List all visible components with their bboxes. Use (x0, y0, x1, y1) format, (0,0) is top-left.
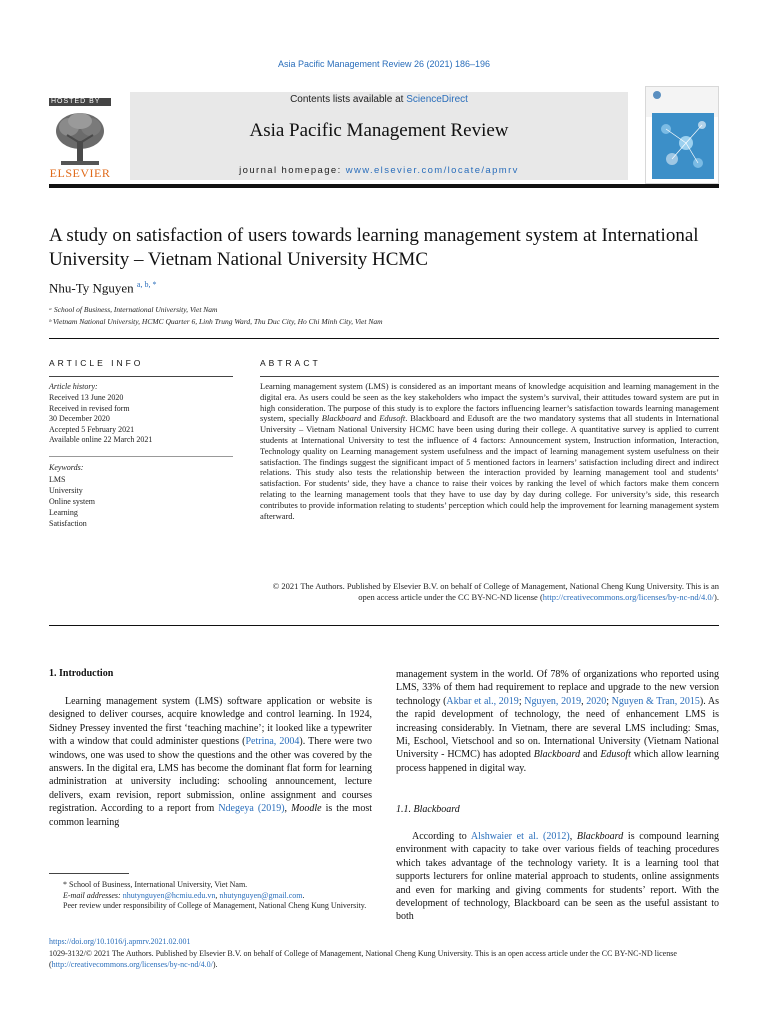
article-info-rule (49, 376, 233, 377)
cover-artwork (652, 113, 714, 179)
text: which allow learning process happened in digital way. (396, 749, 719, 774)
keyword-item: Online system (49, 497, 95, 506)
text: ; (606, 695, 612, 707)
history-item: Available online 22 March 2021 (49, 435, 153, 444)
citation-link[interactable]: 2020 (586, 695, 607, 707)
contents-line (130, 94, 628, 105)
text: , (569, 831, 577, 842)
hosted-by-label: HOSTED BY (49, 98, 111, 106)
text: is the most common learning (49, 803, 372, 828)
keywords-rule (49, 456, 233, 457)
emphasis: Blackboard (576, 831, 624, 842)
homepage-link[interactable]: www.elsevier.com/locate/apmrv (345, 165, 519, 176)
emphasis: Edusoft (600, 749, 631, 761)
abstract-part: Learning management system (LMS) is considered as an important means of knowledge acquisition and learning management in the digital era. As users could be seen as the key stakeholders who impact the system’s survival, their attitudes toward system are put in high consideration. The purpose of this study is to explore the factors influencing learner’s satisfaction towards learning management system, specially (260, 381, 719, 424)
citation-link[interactable]: Nguyen, 2019 (524, 695, 582, 707)
peer-review-note: Peer review under responsibility of College of Management, National Cheng Kung University. (63, 901, 367, 910)
cover-logo-icon (650, 90, 664, 100)
text: , (215, 890, 220, 900)
email-link[interactable]: nhutynguyen@hcmiu.edu.vn (122, 890, 216, 900)
journal-homepage (130, 165, 628, 176)
email-link[interactable]: nhutynguyen@gmail.com (219, 890, 303, 900)
text: Learning management system (LMS) software application or website is designed to deliver courses, acquire knowledge and control learning. In 1924, Sidney Pressey invented the first ‘teaching machine’; it looked like a typewriter with a window that could administer questions ( (49, 696, 372, 748)
author-name: Nhu-Ty Nguyen (49, 280, 134, 296)
citation-link[interactable]: Nguyen & Tran, 2015 (611, 695, 700, 707)
text: management system in the world. Of 78% of organizations who reported using LMS, 33% of them had requirement to replace and upgrade to the new version technology ( (396, 669, 719, 707)
footnotes (49, 880, 372, 912)
text: ). There were two windows, one was used to show the questions and the other was covered by the answers. In the digital era, LMS has become the dominant flat form for learning administration at university including: schooling announcement, lecture delivers, exam revision, report submission, online assignment and courses registration. According to a report from (49, 736, 372, 815)
history-item: Received 13 June 2020 (49, 393, 124, 402)
text: is compound learning environment with capacity to take over various fields of teaching procedures which takes advantage of the technology variety. It is a learning tool that supports lecturers for online material approach to students, online assignments and even for marking and giving comments for students’ report. With the development of technology, Blackboard can be seen as the useful assistant to both (396, 831, 719, 923)
elsevier-tree-icon (49, 107, 111, 167)
journal-header (130, 92, 628, 180)
abstract-emphasis: Edusoft (379, 413, 406, 424)
author-line (49, 280, 156, 296)
abstract-rule (260, 376, 719, 377)
affiliation-b: ᵇ Vietnam National University, HCMC Quarter 6, Linh Trung Ward, Thu Duc City, Ho Chi Minh City, Viet Nam (49, 317, 383, 326)
elsevier-wordmark: ELSEVIER (49, 166, 111, 180)
article-info-heading: ARTICLE INFO (49, 358, 144, 368)
journal-cover-thumbnail[interactable] (645, 86, 719, 184)
affiliation-a: ᵃ School of Business, International University, Viet Nam (49, 305, 218, 314)
text: ). As the rapid development of technology, the need of enhancement LMS is increasing considerably. In Vietnam, there are several LMS including: Smas, Mi, Eschool, Vietschool and so on. International University (Vietnam National University - HCMC) has adopted (396, 695, 719, 761)
author-affiliation-marks[interactable]: a, b, * (136, 280, 157, 289)
history-item: Accepted 5 February 2021 (49, 424, 135, 434)
keywords-label: Keywords: (49, 463, 84, 472)
abstract-body (260, 381, 719, 521)
keywords-list (49, 474, 95, 529)
keyword-item: University (49, 486, 83, 495)
homepage-prefix: journal homepage: (239, 165, 346, 176)
abstract-emphasis: Blackboard (321, 413, 362, 424)
text: and (580, 749, 601, 761)
footer-copyright (49, 949, 719, 970)
article-history-label: Article history: (49, 382, 98, 391)
abstract-copyright (260, 581, 719, 603)
keyword-item: Learning (49, 508, 78, 517)
text: 1029-3132/© 2021 The Authors. Published by Elsevier B.V. on behalf of College of Management, National Cheng Kung University. This is an open access article under the CC BY-NC-ND license ( (49, 949, 677, 969)
article-title: A study on satisfaction of users towards learning management system at International University – Vietnam National University HCMC (49, 225, 699, 270)
paragraph (396, 830, 719, 924)
sciencedirect-link[interactable]: ScienceDirect (406, 94, 468, 105)
corresponding-author-note: * School of Business, International University, Viet Nam. (63, 880, 248, 889)
footnote-rule (49, 873, 129, 874)
abstract-part: . Blackboard and Edusoft are the two mandatory systems that all students in International University – Vietnam National University HCMC have been using during their college. A quantitative survey is applied to current students at International University to test the influence of 4 factors: Announcement system, Instruction information, Interaction, Technology quality on Learning management system usefulness and the impact of learning management system usefulness on their satisfaction. The findings suggest the significant impact of 5 mentioned factors in learners’ satisfaction including direct and indirect relations. This study also tests the relationship between the interaction provided by learning management tool and students’ satisfaction. For students’ side, they have a chance to raise their voices by ranking the level of which factors make them concern relating to the learning management tools that they have to use day by day during college. For university’s side, this research contributes to provide information relating to students’ perception which could help the improvement for learning management system afterward. (260, 413, 719, 521)
text: , (284, 803, 292, 815)
license-link[interactable]: http://creativecommons.org/licenses/by-nc-nd/4.0/ (51, 959, 213, 969)
journal-citation[interactable]: Asia Pacific Management Review 26 (2021) 186–196 (277, 59, 491, 69)
copyright-end: ). (714, 591, 719, 602)
citation-link[interactable]: Alshwaier et al. (2012) (470, 831, 570, 842)
citation-link[interactable]: Ndegeya (2019) (218, 803, 285, 815)
history-item: 30 December 2020 (49, 414, 110, 423)
abstract-part: and (361, 413, 380, 424)
journal-title: Asia Pacific Management Review (249, 120, 509, 141)
citation-link[interactable]: Akbar et al., 2019 (446, 695, 519, 707)
email-note (49, 891, 372, 902)
header-rule (49, 184, 719, 188)
abstract-end-rule (49, 625, 719, 626)
copyright-text: © 2021 The Authors. Published by Elsevier B.V. on behalf of College of Management, National Cheng Kung University. This is an open access article under the CC BY-NC-ND license ( (272, 581, 719, 602)
text: ; (518, 695, 525, 707)
contents-prefix: Contents lists available at (290, 94, 407, 105)
section-rule (49, 338, 719, 339)
emphasis: Blackboard (533, 749, 581, 761)
doi-link[interactable]: https://doi.org/10.1016/j.apmrv.2021.02.001 (49, 937, 191, 946)
citation-link[interactable]: Petrina, 2004 (245, 736, 300, 748)
history-item: Received in revised form (49, 403, 130, 413)
text: . (302, 890, 305, 900)
introduction-heading: 1. Introduction (49, 668, 114, 679)
keyword-item: Satisfaction (49, 519, 87, 528)
email-label: E-mail addresses: (63, 890, 123, 900)
license-link[interactable]: http://creativecommons.org/licenses/by-nc-nd/4.0/ (542, 591, 715, 602)
text: , (581, 695, 587, 707)
body-column-right-bottom (396, 830, 719, 924)
blackboard-subheading: 1.1. Blackboard (396, 804, 460, 815)
cover-pattern-icon (652, 113, 714, 179)
body-column-left (49, 695, 372, 829)
elsevier-logo[interactable] (49, 98, 111, 182)
paragraph (49, 695, 372, 829)
keyword-item: LMS (49, 475, 66, 484)
article-history-list (49, 393, 152, 446)
abstract-heading: ABTRACT (260, 358, 321, 368)
body-column-right-top (396, 668, 719, 775)
text: According to (412, 831, 471, 842)
paragraph (396, 668, 719, 775)
text: ). (212, 959, 218, 969)
emphasis: Moodle (291, 803, 322, 815)
